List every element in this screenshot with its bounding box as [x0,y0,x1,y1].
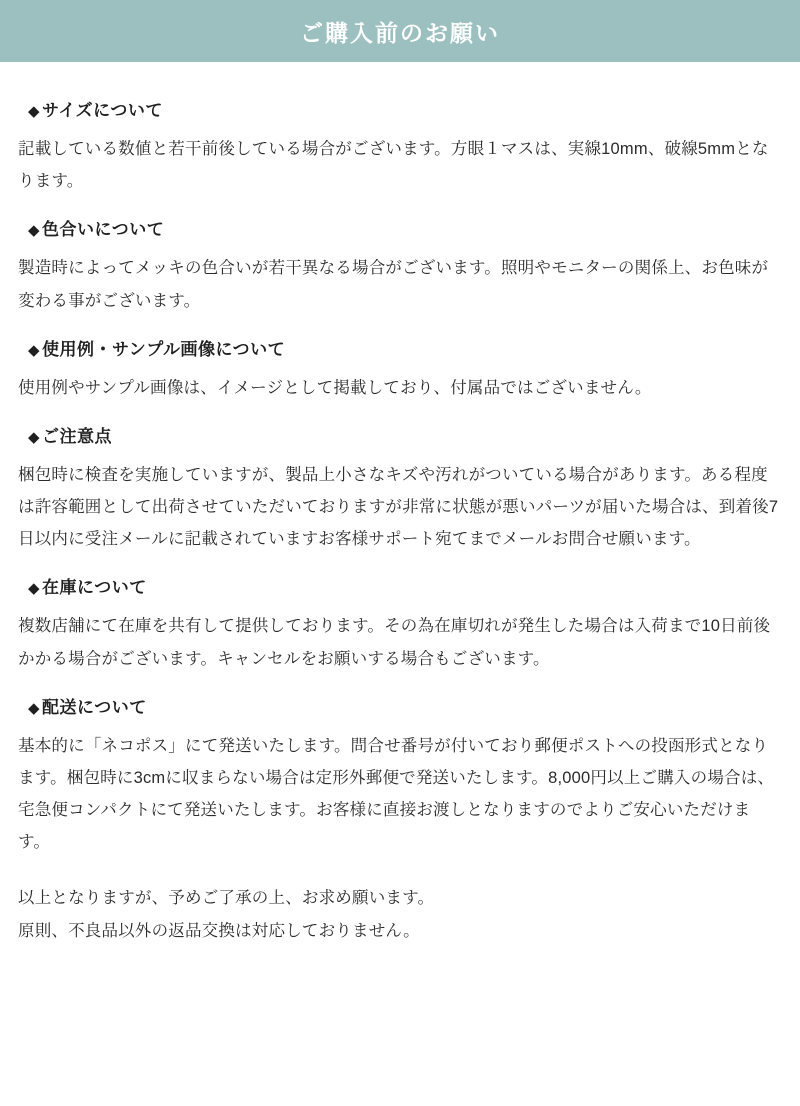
diamond-bullet-icon: ◆ [28,341,41,359]
section-heading-shipping [28,693,782,718]
section-caution [18,422,782,556]
notice-content [0,62,800,947]
diamond-bullet-icon: ◆ [28,580,41,598]
section-heading-color [28,215,782,240]
section-heading-stock [28,573,782,598]
section-stock [18,573,782,674]
section-shipping [18,693,782,859]
section-body-sample-image: 使用例やサンプル画像は、イメージとして掲載しており、付属品ではございません。 [18,378,652,397]
closing-line-1: 以上となりますが、予めご了承の上、お求め願います。 [18,889,435,908]
diamond-bullet-icon: ◆ [28,428,41,446]
section-body-caution: 梱包時に検査を実施していますが、製品上小さなキズや汚れがついている場合があります。ある程度は許容範囲として出荷させていただいておりますが非常に状態が悪いパーツが届いた場合は、到着後7日以内に受注メールに記載されていますお客様サポート宛てまでメールお問合せ願います。 [18,465,779,549]
section-heading-stock-label: 在庫について [42,578,147,598]
page-title: ご購入前のお願い [300,19,500,46]
section-size [18,96,782,197]
section-body-color: 製造時によってメッキの色合いが若干異なる場合がございます。照明やモニターの関係上、お色味が変わる事がございます。 [18,259,769,310]
section-body-stock: 複数店舗にて在庫を共有して提供しております。その為在庫切れが発生した場合は入荷まで10日前後かかる場合がございます。キャンセルをお願いする場合もございます。 [18,617,771,668]
section-heading-caution [28,422,782,447]
section-heading-size-label: サイズについて [42,101,163,120]
diamond-bullet-icon: ◆ [28,103,41,120]
diamond-bullet-icon: ◆ [28,222,41,240]
section-heading-caution-label: ご注意点 [42,426,113,446]
section-body-size: 記載している数値と若干前後している場合がございます。方眼１マスは、実線10mm、破線5mmとなります。 [18,140,769,191]
section-heading-size [28,96,782,121]
section-heading-sample-image [28,335,782,360]
diamond-bullet-icon: ◆ [28,699,41,717]
section-heading-sample-image-label: 使用例・サンプル画像について [42,339,286,359]
section-heading-shipping-label: 配送について [42,697,147,717]
closing-line-2: 原則、不良品以外の返品交換は対応しておりません。 [18,921,420,940]
page-header [0,0,800,62]
closing-note [18,882,782,946]
section-body-shipping: 基本的に「ネコポス」にて発送いたします。問合せ番号が付いており郵便ポストへの投函形式となります。梱包時に3cmに収まらない場合は定形外郵便で発送いたします。8,000円以上ご購入の場合は、宅急便コンパクトにて発送いたします。お客様に直接お渡しとなりますのでよりご安心いただけます。 [18,736,775,852]
section-sample-image [18,335,782,404]
section-heading-color-label: 色合いについて [42,220,165,240]
section-color [18,215,782,316]
